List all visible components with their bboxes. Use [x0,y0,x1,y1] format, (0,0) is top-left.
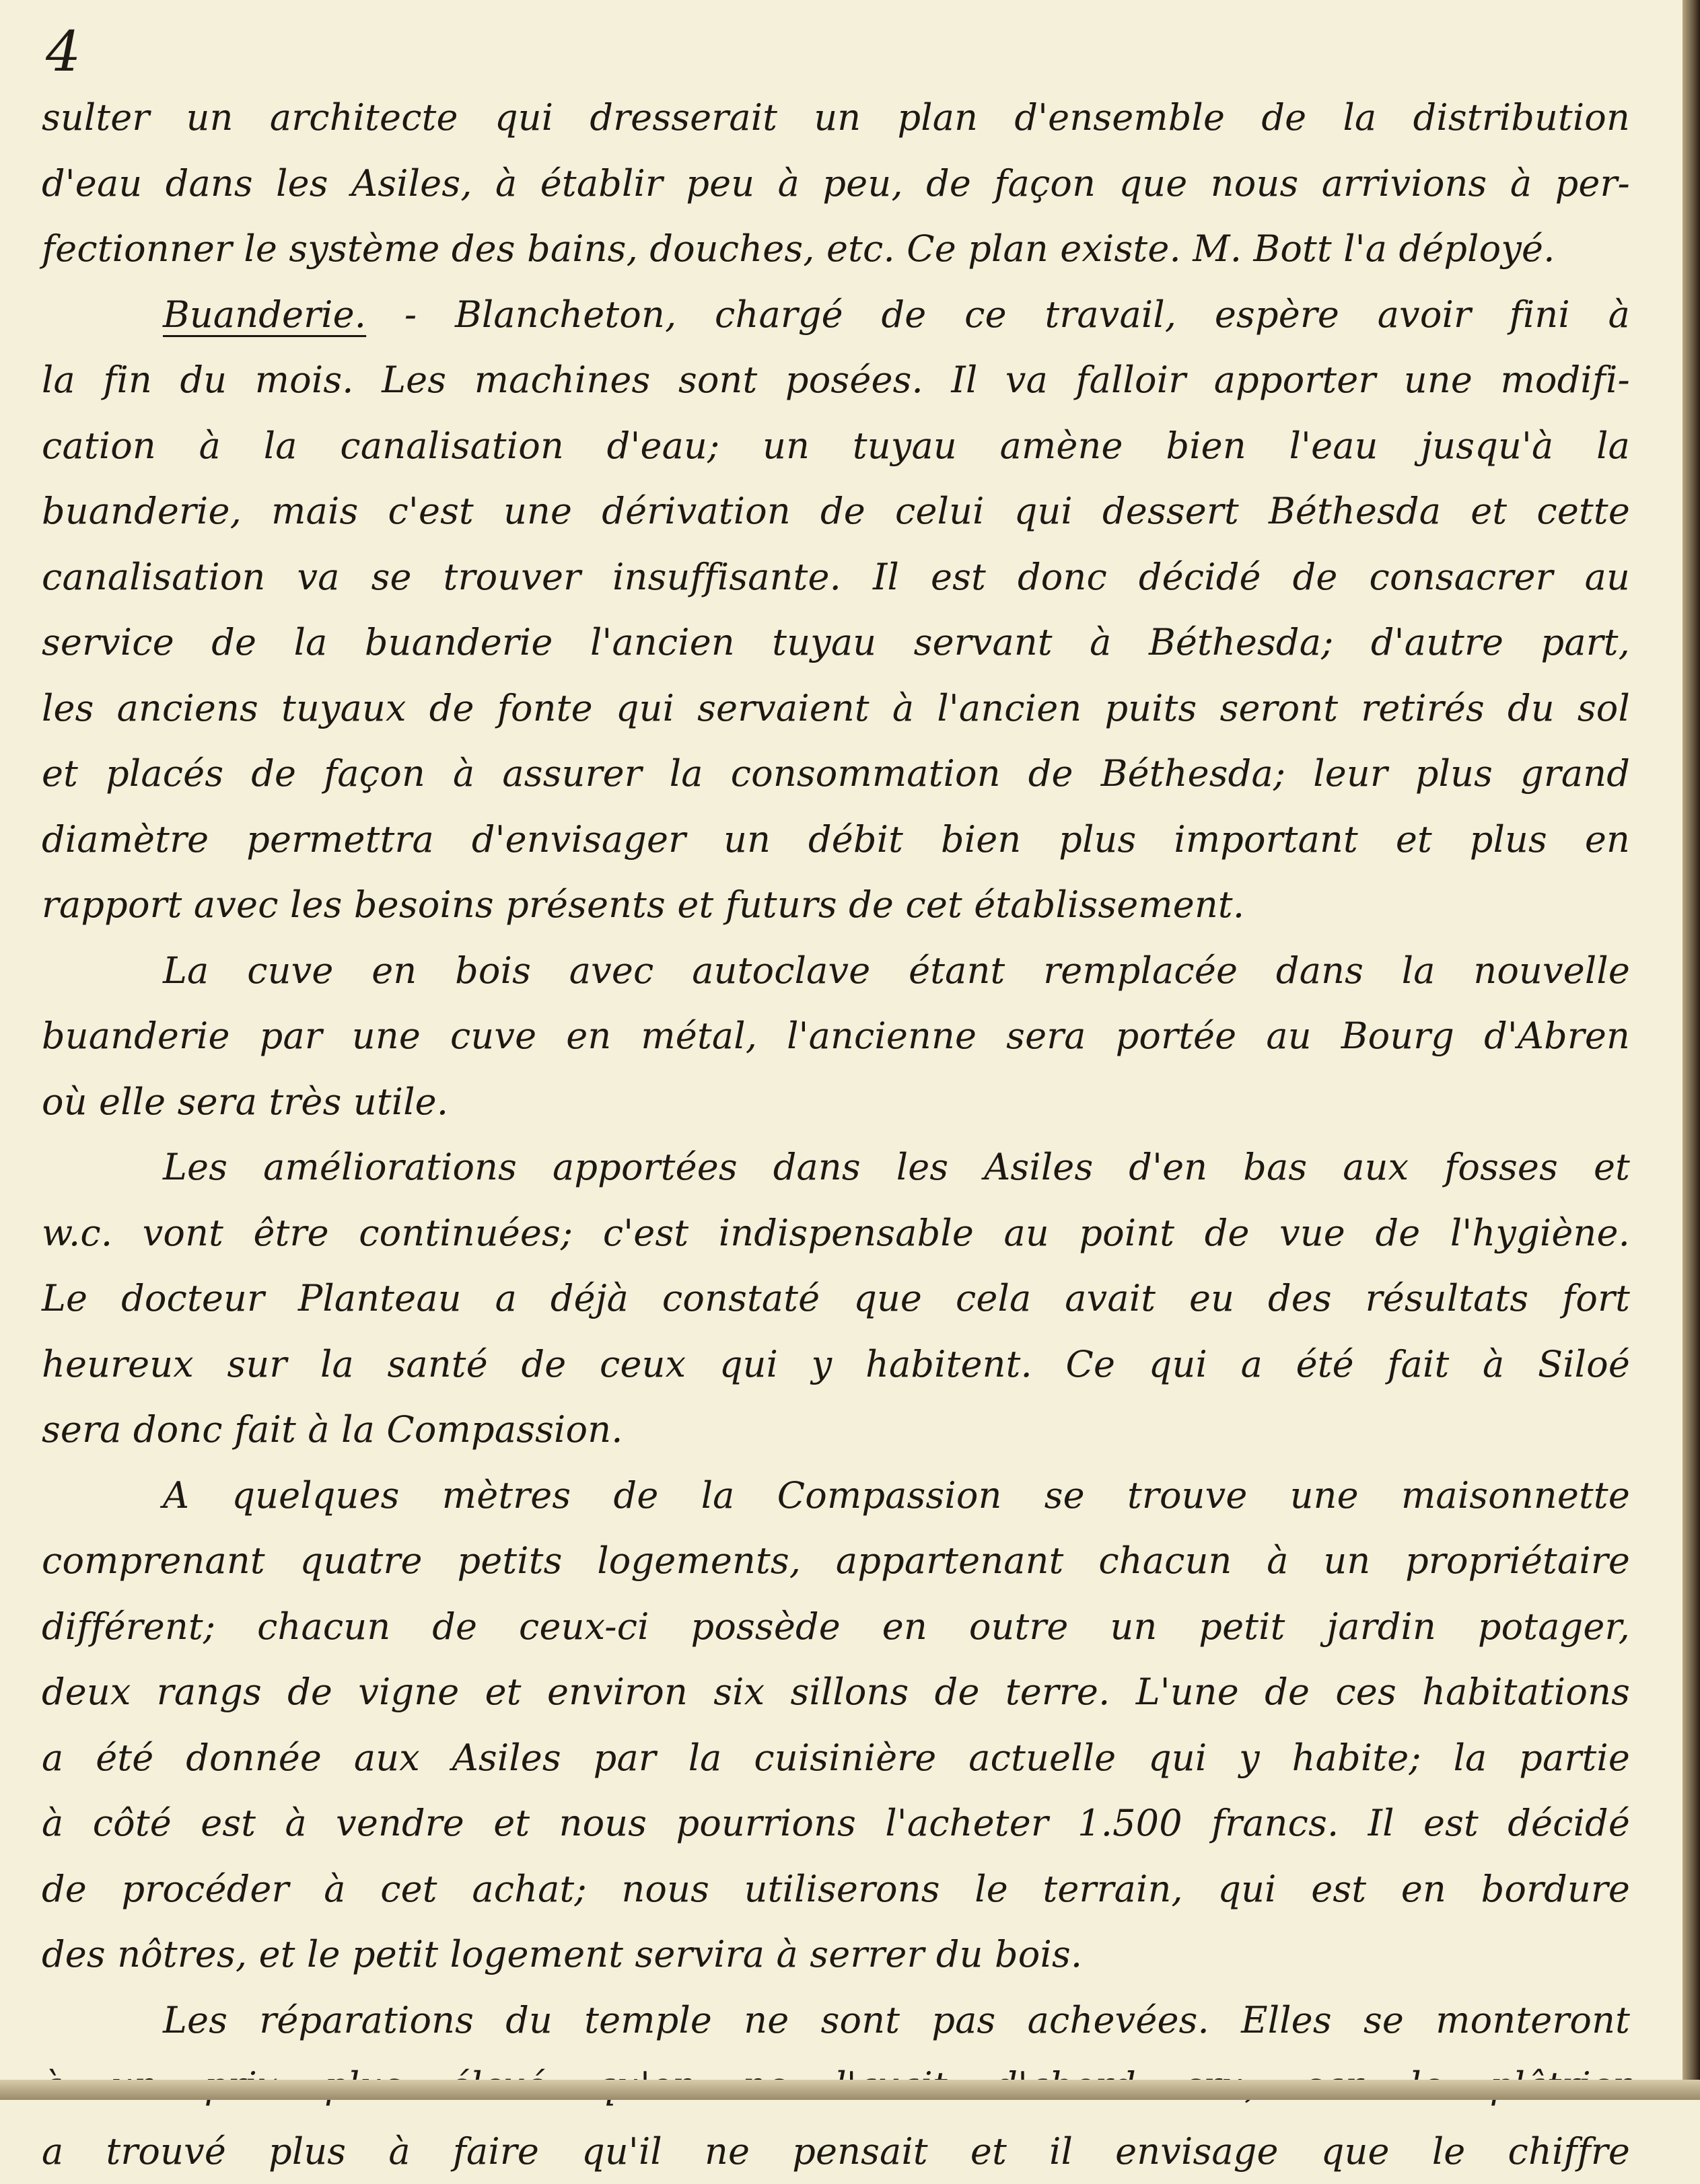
text-line [42,282,1630,348]
line-text: sulter un architecte qui dresserait un plan d'ensemble de la distribution [42,96,1630,139]
line-text: différent; chacun de ceux-ci possède en outre un petit jardin potager, [42,1605,1630,1648]
text-line [42,151,1630,217]
section-heading: Buanderie. [163,293,366,336]
line-text: les anciens tuyaux de fonte qui servaient à l'ancien puits seront retirés du sol [42,687,1630,729]
text-line [42,1988,1630,2053]
line-text: fectionner le système des bains, douches, etc. Ce plan existe. M. Bott l'a déployé. [42,227,1555,270]
text-line [42,413,1630,479]
text-line [42,216,1630,282]
line-text: - Blancheton, chargé de ce travail, espère avoir fini à [404,293,1630,336]
page-edge-right [1683,0,1700,2100]
text-line [42,2119,1630,2184]
text-line [42,1659,1630,1725]
text-line [42,1528,1630,1594]
line-text: a trouvé plus à faire qu'il ne pensait et il envisage que le chiffre [42,2130,1630,2173]
line-text: Les améliorations apportées dans les Asiles d'en bas aux fosses et [163,1146,1630,1188]
line-text: service de la buanderie l'ancien tuyau servant à Béthesda; d'autre part, [42,621,1630,663]
text-line [42,872,1630,938]
text-line [42,1922,1630,1988]
text-line [42,478,1630,544]
page-edge-bottom [0,2080,1700,2100]
text-line [42,1266,1630,1332]
line-text: à côté est à vendre et nous pourrions l'acheter 1.500 francs. Il est décidé [42,1802,1630,1844]
text-line [42,741,1630,807]
line-text: buanderie par une cuve en métal, l'ancienne sera portée au Bourg d'Abren [42,1015,1630,1057]
line-text: comprenant quatre petits logements, appartenant chacun à un propriétaire [42,1539,1630,1582]
text-line [42,938,1630,1004]
text-line [42,1134,1630,1200]
line-text: a été donnée aux Asiles par la cuisinière actuelle qui y habite; la partie [42,1737,1630,1779]
line-text: rapport avec les besoins présents et futurs de cet établissement. [42,883,1244,926]
text-line [42,807,1630,873]
line-text: heureux sur la santé de ceux qui y habitent. Ce qui a été fait à Siloé [42,1343,1630,1385]
text-line [42,1594,1630,1660]
line-text: diamètre permettra d'envisager un débit bien plus important et plus en [42,818,1630,861]
text-line [42,610,1630,676]
line-text: A quelques mètres de la Compassion se trouve une maisonnette [163,1474,1630,1517]
handwritten-text-block [42,85,1630,2184]
line-text: et placés de façon à assurer la consommation de Béthesda; leur plus grand [42,752,1630,795]
text-line [42,1463,1630,1529]
text-line [42,1790,1630,1856]
line-text: Les réparations du temple ne sont pas achevées. Elles se monteront [163,1999,1630,2041]
line-text: cation à la canalisation d'eau; un tuyau amène bien l'eau jusqu'à la [42,425,1630,467]
line-text: Le docteur Planteau a déjà constaté que cela avait eu des résultats fort [42,1277,1630,1319]
text-line [42,347,1630,413]
line-text: la fin du mois. Les machines sont posées. Il va falloir apporter une modifi- [42,359,1630,401]
page-number: 4 [46,20,81,84]
line-text: des nôtres, et le petit logement servira à serrer du bois. [42,1933,1082,1975]
text-line [42,1332,1630,1397]
line-text: La cuve en bois avec autoclave étant remplacée dans la nouvelle [163,949,1630,992]
line-text: deux rangs de vigne et environ six sillons de terre. L'une de ces habitations [42,1671,1630,1713]
line-text: d'eau dans les Asiles, à établir peu à peu, de façon que nous arrivions à per- [42,162,1630,205]
text-line [42,544,1630,610]
line-text: canalisation va se trouver insuffisante. Il est donc décidé de consacrer au [42,556,1630,598]
text-line [42,1003,1630,1069]
line-text: buanderie, mais c'est une dérivation de celui qui dessert Béthesda et cette [42,490,1630,532]
text-line [42,1200,1630,1266]
line-text: où elle sera très utile. [42,1081,448,1123]
line-text: de procéder à cet achat; nous utiliserons le terrain, qui est en bordure [42,1868,1630,1910]
text-line [42,1069,1630,1135]
text-line [42,1397,1630,1463]
text-line [42,1856,1630,1922]
text-line [42,1725,1630,1791]
text-line [42,676,1630,741]
line-text: sera donc fait à la Compassion. [42,1408,623,1451]
text-line [42,85,1630,151]
line-text: w.c. vont être continuées; c'est indispensable au point de vue de l'hygiène. [42,1212,1630,1254]
